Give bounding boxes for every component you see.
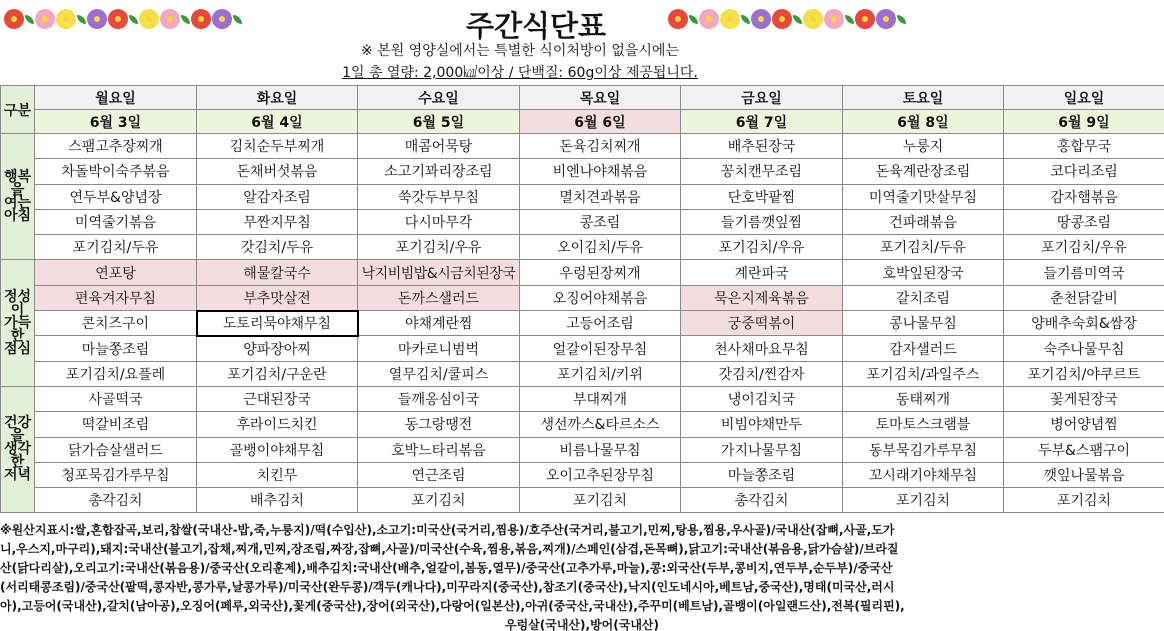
day-header: 화요일 — [197, 86, 358, 110]
leaf-icon — [845, 15, 854, 24]
corner-label: 구분 — [1, 86, 35, 134]
menu-item: 사골떡국 — [35, 386, 197, 411]
menu-item: 콩나물무침 — [843, 311, 1004, 336]
menu-item[interactable]: 도토리묵야채무침 — [197, 311, 358, 336]
menu-item: 호박느타리볶음 — [358, 437, 520, 462]
menu-item: 치킨무 — [197, 462, 358, 487]
menu-item: 감자햄볶음 — [1004, 184, 1164, 209]
menu-item: 연근조림 — [358, 462, 520, 487]
day-header: 수요일 — [358, 86, 520, 110]
origin-notice-line: 아),고등어(국내산),갈치(남아공),오징어(페루,외국산),꽃게(중국산),장어(외국산),다랑어(일본산),아귀(중국산,국내산),주꾸미(베트남),골뱅이(아일랜드산),전복(필리핀), — [0, 599, 905, 613]
menu-row — [1, 462, 1164, 487]
menu-item: 꽁치캔무조림 — [681, 159, 843, 184]
menu-item: 건파래볶음 — [843, 209, 1004, 234]
menu-row — [1, 134, 1164, 159]
menu-item: 누룽지 — [843, 134, 1004, 159]
menu-item: 소고기꽈리장조림 — [358, 159, 520, 184]
menu-item: 골뱅이야채무침 — [197, 437, 358, 462]
flower-icon — [4, 9, 24, 29]
menu-item: 포기김치/우유 — [1004, 235, 1164, 260]
menu-item: 포기김치 — [520, 488, 681, 513]
menu-item: 포기김치/우유 — [681, 235, 843, 260]
date-cell: 6월 3일 — [35, 110, 197, 134]
flower-icon — [87, 9, 107, 29]
menu-row — [1, 412, 1164, 437]
menu-item: 양배추숙회&쌈장 — [1004, 311, 1164, 336]
menu-row — [1, 361, 1164, 386]
menu-item: 돈채버섯볶음 — [197, 159, 358, 184]
menu-row — [1, 311, 1164, 336]
leaf-icon — [181, 15, 190, 24]
page-title: 주간식단표 — [465, 9, 607, 43]
flower-icon — [668, 9, 688, 29]
meal-label: 정성이 가득한 점심 — [1, 260, 35, 386]
menu-item: 배추김치 — [197, 488, 358, 513]
flower-icon — [160, 9, 180, 29]
notice-line-1: ※ 본원 영양실에서는 특별한 식이처방이 없을시에는 — [361, 43, 679, 59]
origin-notice-line: 산(닭다리살),오리고기:국내산(볶음용)/중국산(오리훈제),배추김치:국내산(배추,얼갈이,봄동,열무)/중국산(고추가루,마늘),콩:외국산(두부,콩비지,연두부,순두부)/중국산 — [0, 561, 893, 575]
flower-icon — [56, 9, 76, 29]
menu-item: 김치순두부찌개 — [197, 134, 358, 159]
menu-item: 부추맛살전 — [197, 285, 358, 310]
menu-item: 미역줄기볶음 — [35, 209, 197, 234]
menu-item: 춘천닭갈비 — [1004, 285, 1164, 310]
menu-item: 포기김치/두유 — [843, 235, 1004, 260]
date-cell: 6월 5일 — [358, 110, 520, 134]
date-cell: 6월 4일 — [197, 110, 358, 134]
menu-item: 쑥갓두부무침 — [358, 184, 520, 209]
menu-item: 가지나물무침 — [681, 437, 843, 462]
menu-item: 냉이김치국 — [681, 386, 843, 411]
flower-border-left-icon — [4, 6, 244, 32]
page-header — [0, 0, 1164, 84]
flower-icon — [191, 9, 211, 29]
flower-icon — [772, 9, 792, 29]
menu-item: 오징어야채볶음 — [520, 285, 681, 310]
menu-item: 포기김치/구운란 — [197, 361, 358, 386]
menu-item: 열무김치/쿨피스 — [358, 361, 520, 386]
leaf-icon — [689, 15, 698, 24]
flower-icon — [35, 9, 55, 29]
menu-row — [1, 336, 1164, 361]
menu-item: 돈육계란장조림 — [843, 159, 1004, 184]
menu-item: 돈까스샐러드 — [358, 285, 520, 310]
menu-item: 알감자조림 — [197, 184, 358, 209]
menu-item: 꽃게된장국 — [1004, 386, 1164, 411]
menu-item: 들기름깻잎찜 — [681, 209, 843, 234]
origin-notice-line: (서리태콩조림)/중국산(팥떡,콩자반,콩가루,날콩가루)/미국산(완두콩)/객두(캐나다),미꾸라지(중국산),참조기(중국산),낙지(인도네시아,베트남,중국산),명태(미국산,러시 — [0, 580, 895, 594]
day-header: 토요일 — [843, 86, 1004, 110]
date-cell: 6월 7일 — [681, 110, 843, 134]
menu-item: 포기김치 — [358, 488, 520, 513]
menu-item: 마늘쫑조림 — [681, 462, 843, 487]
menu-item: 호박잎된장국 — [843, 260, 1004, 285]
menu-item: 양파장아찌 — [197, 336, 358, 361]
menu-item: 포기김치/키위 — [520, 361, 681, 386]
menu-row — [1, 184, 1164, 209]
menu-item: 야채계란찜 — [358, 311, 520, 336]
weekly-menu-table — [0, 85, 1164, 513]
menu-item: 비엔나야채볶음 — [520, 159, 681, 184]
menu-item: 오이김치/두유 — [520, 235, 681, 260]
flower-icon — [855, 9, 875, 29]
origin-notice-line: ※원산지표시:쌀,혼합잡곡,보리,찹쌀(국내산-밥,죽,누룽지)/떡(수입산),소고기:미국산(국거리,찜용)/호주산(국거리,불고기,민찌,탕용,찜용,우사골)/국내산(잡뼈,사골,도가 — [0, 523, 895, 537]
menu-item: 생선까스&타르소스 — [520, 412, 681, 437]
menu-item: 동부묵김가루무침 — [843, 437, 1004, 462]
menu-row — [1, 235, 1164, 260]
menu-item: 포기김치 — [1004, 488, 1164, 513]
menu-row — [1, 437, 1164, 462]
meal-label: 행복을 여는 아침 — [1, 134, 35, 260]
menu-item: 비빔야채만두 — [681, 412, 843, 437]
menu-item: 미역줄기맛살무침 — [843, 184, 1004, 209]
menu-item: 포기김치/두유 — [35, 235, 197, 260]
menu-item: 우렁된장찌개 — [520, 260, 681, 285]
menu-item: 들깨옹심이국 — [358, 386, 520, 411]
menu-item: 궁중떡볶이 — [681, 311, 843, 336]
day-header: 금요일 — [681, 86, 843, 110]
menu-item: 오이고추된장무침 — [520, 462, 681, 487]
menu-item: 포기김치/과일주스 — [843, 361, 1004, 386]
flower-icon — [803, 9, 823, 29]
flower-icon — [824, 9, 844, 29]
menu-item: 총각김치 — [681, 488, 843, 513]
menu-item: 갓김치/찐감자 — [681, 361, 843, 386]
menu-item: 꼬시래기야채무침 — [843, 462, 1004, 487]
flower-icon — [751, 9, 771, 29]
menu-item: 돈육김치찌개 — [520, 134, 681, 159]
day-header-row — [1, 86, 1164, 110]
menu-item: 감자샐러드 — [843, 336, 1004, 361]
menu-item: 동그랑땡전 — [358, 412, 520, 437]
menu-item: 숙주나물무침 — [1004, 336, 1164, 361]
menu-item: 갓김치/두유 — [197, 235, 358, 260]
menu-item: 홍합무국 — [1004, 134, 1164, 159]
menu-item: 포기김치/야쿠르트 — [1004, 361, 1164, 386]
menu-item: 낙지비빔밥&시금치된장국 — [358, 260, 520, 285]
leaf-icon — [793, 15, 802, 24]
menu-item: 연포탕 — [35, 260, 197, 285]
menu-item: 들기름미역국 — [1004, 260, 1164, 285]
menu-item: 비름나물무침 — [520, 437, 681, 462]
menu-item: 청포묵김가루무침 — [35, 462, 197, 487]
menu-item: 매콤어묵탕 — [358, 134, 520, 159]
flower-icon — [108, 9, 128, 29]
flower-icon — [876, 9, 896, 29]
leaf-icon — [77, 15, 86, 24]
menu-item: 고등어조림 — [520, 311, 681, 336]
menu-item: 토마토스크램블 — [843, 412, 1004, 437]
date-cell: 6월 6일 — [520, 110, 681, 134]
menu-item: 닭가슴살샐러드 — [35, 437, 197, 462]
menu-row — [1, 488, 1164, 513]
menu-item: 얼갈이된장무침 — [520, 336, 681, 361]
menu-item: 편육겨자무침 — [35, 285, 197, 310]
menu-item: 천사채마요무침 — [681, 336, 843, 361]
menu-item: 부대찌개 — [520, 386, 681, 411]
menu-item: 콘치즈구이 — [35, 311, 197, 336]
day-header: 월요일 — [35, 86, 197, 110]
menu-item: 코다리조림 — [1004, 159, 1164, 184]
menu-item: 동태찌개 — [843, 386, 1004, 411]
menu-item: 포기김치/요플레 — [35, 361, 197, 386]
flower-icon — [720, 9, 740, 29]
day-header: 일요일 — [1004, 86, 1164, 110]
menu-row — [1, 285, 1164, 310]
date-cell: 6월 9일 — [1004, 110, 1164, 134]
menu-item: 차돌박이숙주볶음 — [35, 159, 197, 184]
origin-notice-line: 니,우스지,마구리),돼지:국내산(불고기,잡채,찌개,민찌,장조림,짜장,잡뼈,사골)/미국산(수육,찜용,볶음,찌개)/스페인(삼겹,돈목뼈),닭고기:국내산(볶음용,닭가슴살)/브라질 — [0, 542, 899, 556]
menu-item: 후라이드치킨 — [197, 412, 358, 437]
menu-item: 근대된장국 — [197, 386, 358, 411]
leaf-icon — [25, 15, 34, 24]
menu-item: 떡갈비조림 — [35, 412, 197, 437]
flower-border-right-icon — [668, 6, 908, 32]
menu-item: 포기김치 — [843, 488, 1004, 513]
menu-item: 다시마무각 — [358, 209, 520, 234]
flower-icon — [139, 9, 159, 29]
menu-item: 연두부&양념장 — [35, 184, 197, 209]
menu-item: 포기김치/우유 — [358, 235, 520, 260]
menu-item: 깻잎나물볶음 — [1004, 462, 1164, 487]
leaf-icon — [233, 15, 242, 24]
date-cell: 6월 8일 — [843, 110, 1004, 134]
menu-row — [1, 386, 1164, 411]
menu-item: 배추된장국 — [681, 134, 843, 159]
menu-row — [1, 260, 1164, 285]
menu-row — [1, 159, 1164, 184]
meal-label: 건강을 생각한 저녁 — [1, 386, 35, 512]
day-header: 목요일 — [520, 86, 681, 110]
menu-item: 마카로니범벅 — [358, 336, 520, 361]
menu-item: 갈치조림 — [843, 285, 1004, 310]
menu-item: 계란파국 — [681, 260, 843, 285]
menu-item: 멸치견과볶음 — [520, 184, 681, 209]
origin-notice — [0, 521, 1164, 631]
flower-icon — [212, 9, 232, 29]
menu-item: 병어양념찜 — [1004, 412, 1164, 437]
menu-item: 콩조림 — [520, 209, 681, 234]
leaf-icon — [897, 15, 906, 24]
notice-line-2: 1일 총 열량: 2,000㎉이상 / 단백질: 60g이상 제공됩니다. — [342, 65, 698, 81]
menu-item: 스팸고추장찌개 — [35, 134, 197, 159]
leaf-icon — [129, 15, 138, 24]
menu-item: 두부&스팸구이 — [1004, 437, 1164, 462]
origin-notice-line: 우렁살(국내산),방어(국내산) — [504, 618, 659, 631]
menu-row — [1, 209, 1164, 234]
flower-icon — [699, 9, 719, 29]
date-row — [1, 110, 1164, 134]
menu-item: 해물칼국수 — [197, 260, 358, 285]
menu-item: 마늘쫑조림 — [35, 336, 197, 361]
menu-item: 무짠지무침 — [197, 209, 358, 234]
menu-item: 묵은지제육볶음 — [681, 285, 843, 310]
menu-item: 땅콩조림 — [1004, 209, 1164, 234]
menu-item: 단호박팥찜 — [681, 184, 843, 209]
menu-item: 총각김치 — [35, 488, 197, 513]
leaf-icon — [741, 15, 750, 24]
